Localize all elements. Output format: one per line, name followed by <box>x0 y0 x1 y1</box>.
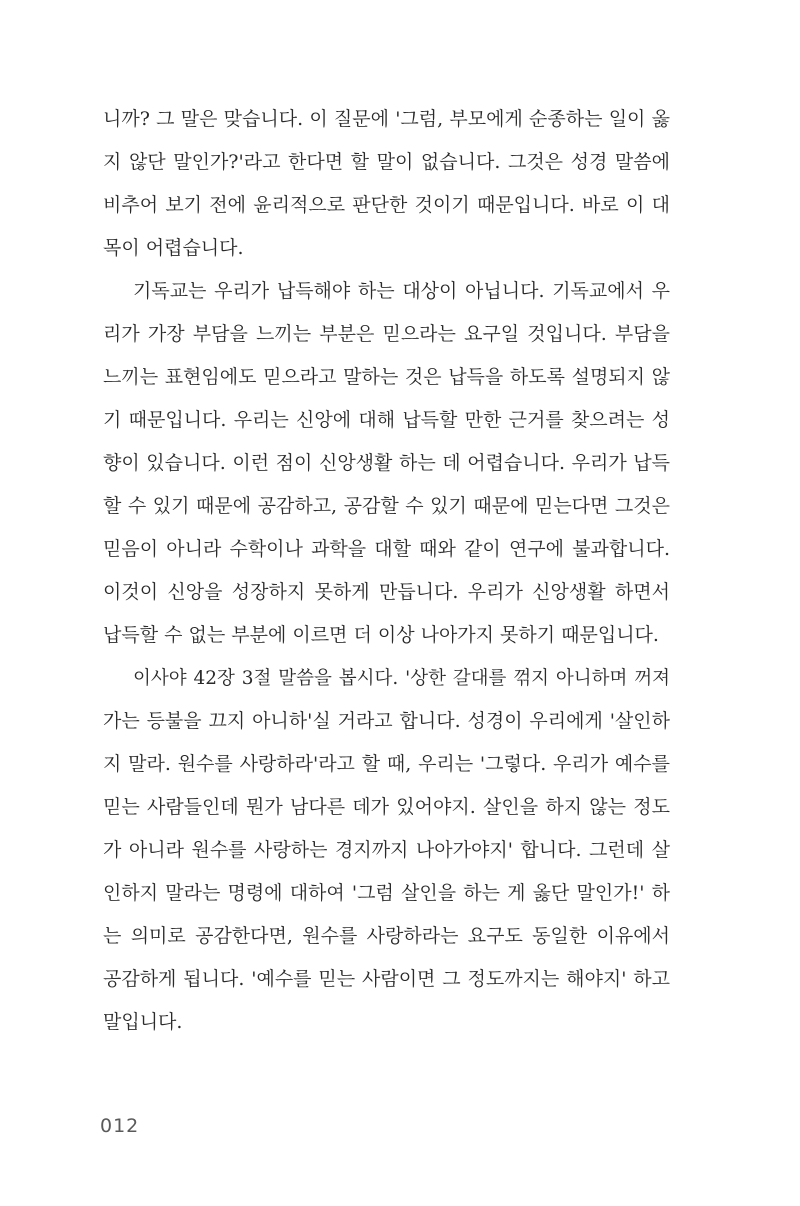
text-line: 기 때문입니다. 우리는 신앙에 대해 납득할 만한 근거를 찾으려는 성 <box>103 409 670 431</box>
paragraph-3 <box>103 657 670 1044</box>
text-line: 할 수 있기 때문에 공감하고, 공감할 수 있기 때문에 믿는다면 그것은 <box>103 495 670 517</box>
text-line: 느끼는 표현임에도 믿으라고 말하는 것은 납득을 하도록 설명되지 않 <box>103 366 670 388</box>
text-line: 리가 가장 부담을 느끼는 부분은 믿으라는 요구일 것입니다. 부담을 <box>103 323 670 345</box>
text-line: 가 아니라 원수를 사랑하는 경지까지 나아가야지' 합니다. 그런데 살 <box>103 839 670 861</box>
text-line: 지 말라. 원수를 사랑하라'라고 할 때, 우리는 '그렇다. 우리가 예수를 <box>103 753 670 775</box>
page-number: 012 <box>100 1115 140 1137</box>
text-line: 니까? 그 말은 맞습니다. 이 질문에 '그럼, 부모에게 순종하는 일이 옳 <box>103 108 670 130</box>
text-line: 기독교는 우리가 납득해야 하는 대상이 아닙니다. 기독교에서 우 <box>133 280 670 302</box>
text-line: 납득할 수 없는 부분에 이르면 더 이상 나아가지 못하기 때문입니다. <box>103 624 659 646</box>
text-line: 공감하게 됩니다. '예수를 믿는 사람이면 그 정도까지는 해야지' 하고 <box>103 968 670 990</box>
text-line: 믿음이 아니라 수학이나 과학을 대할 때와 같이 연구에 불과합니다. <box>103 538 670 560</box>
text-line: 말입니다. <box>103 1011 183 1033</box>
text-line: 비추어 보기 전에 윤리적으로 판단한 것이기 때문입니다. 바로 이 대 <box>103 194 670 216</box>
paragraph-2 <box>103 270 670 657</box>
paragraph-1 <box>103 98 670 270</box>
text-line: 지 않단 말인가?'라고 한다면 할 말이 없습니다. 그것은 성경 말씀에 <box>103 151 670 173</box>
text-line: 목이 어렵습니다. <box>103 237 244 259</box>
text-line: 는 의미로 공감한다면, 원수를 사랑하라는 요구도 동일한 이유에서 <box>103 925 670 947</box>
text-line: 향이 있습니다. 이런 점이 신앙생활 하는 데 어렵습니다. 우리가 납득 <box>103 452 670 474</box>
body-text <box>103 98 670 1044</box>
text-line: 가는 등불을 끄지 아니하'실 거라고 합니다. 성경이 우리에게 '살인하 <box>103 710 670 732</box>
text-line: 이사야 42장 3절 말씀을 봅시다. '상한 갈대를 꺾지 아니하며 꺼져 <box>133 668 670 689</box>
text-line: 인하지 말라는 명령에 대하여 '그럼 살인을 하는 게 옳단 말인가!' 하 <box>103 882 670 904</box>
text-line: 이것이 신앙을 성장하지 못하게 만듭니다. 우리가 신앙생활 하면서 <box>103 581 670 603</box>
text-line: 믿는 사람들인데 뭔가 남다른 데가 있어야지. 살인을 하지 않는 정도 <box>103 796 670 818</box>
